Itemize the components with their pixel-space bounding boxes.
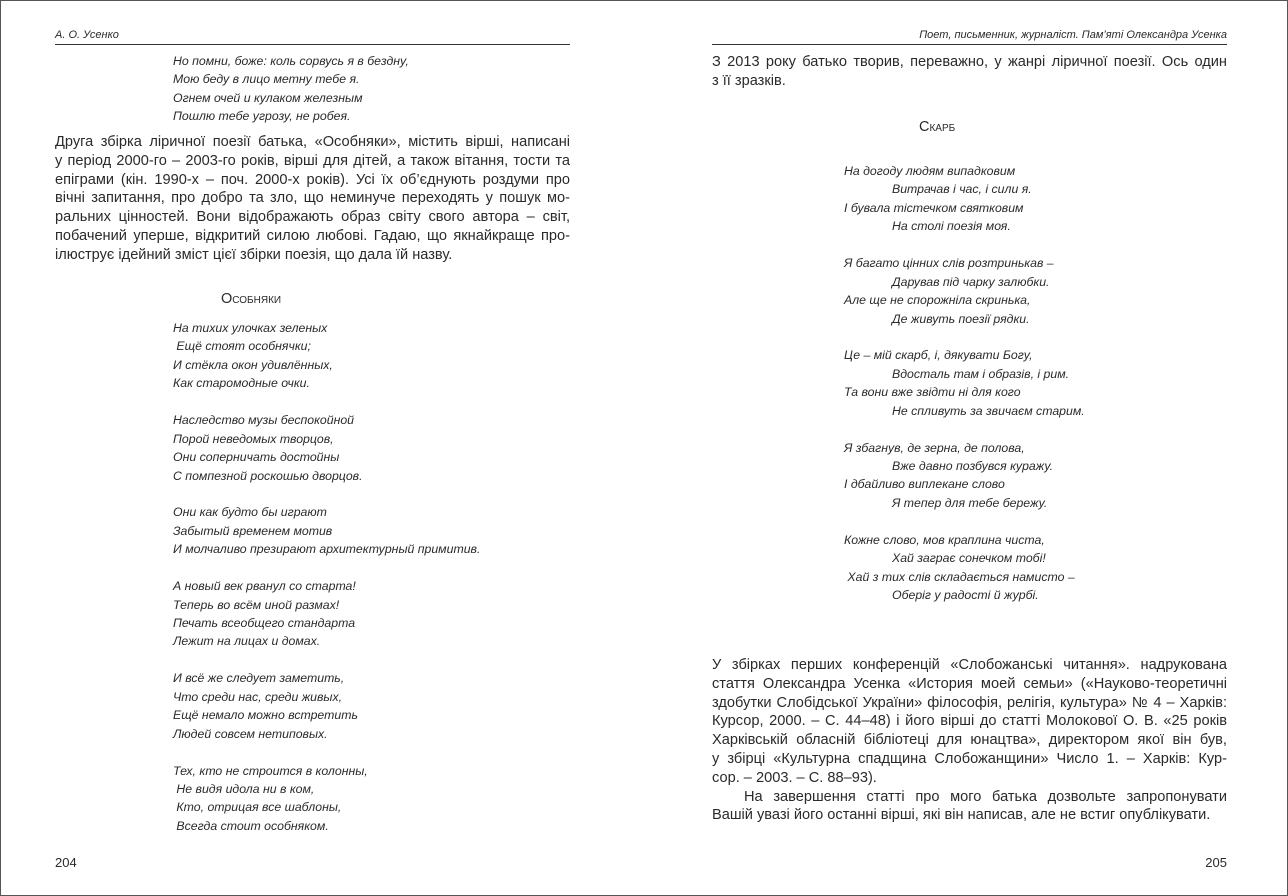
text-line: Лежит на лицах и домах.: [173, 634, 321, 649]
text-line: На столі поезія моя.: [892, 219, 1011, 234]
text-line: Они соперничать достойны: [173, 450, 340, 465]
text-line: сор. – 2003. – С. 88–93).: [712, 769, 877, 786]
text-line: Что среди нас, среди живых,: [173, 689, 343, 704]
text-line: епіграми (кін. 1990-х – поч. 2000-х років). Усі їх об’єднують роздуми про: [55, 171, 570, 188]
text-line: Вдосталь там і образів, і рим.: [892, 366, 1070, 381]
text-line: И стёкла окон удивлённых,: [173, 357, 333, 372]
text-line: у період 2000-го – 2003-го років, вірші для дітей, а також вітання, тости та: [55, 152, 570, 169]
left-page: [55, 0, 570, 896]
text-line: І дбайливо виплекане слово: [844, 477, 1005, 492]
text-line: Но помни, боже: коль сорвусь я в бездну,: [173, 54, 409, 68]
paragraph: [712, 788, 1227, 826]
text-line: у збірці «Культурна спадщина Слобожанщини» Число 1. – Харків: Кур-: [712, 750, 1227, 767]
text-line: Теперь во всём иной размах!: [173, 597, 340, 612]
text-line: С помпезной роскошью дворцов.: [173, 468, 363, 483]
text-line: Харківській обласній бібліотеці для юнацтва», директором якої він був,: [712, 732, 1227, 749]
stanza: [844, 254, 1085, 328]
stanza: [173, 762, 480, 836]
text-line: І бувала тістечком святковим: [844, 200, 1024, 215]
text-line: Наследство музы беспокойной: [173, 413, 355, 428]
intro-poem: [173, 52, 409, 126]
stanza: [844, 531, 1085, 605]
text-line: Порой неведомых творцов,: [173, 431, 334, 446]
intro-paragraph: [712, 53, 1227, 91]
text-line: Ещё немало можно встретить: [173, 708, 358, 723]
text-line: Дарував під чарку залюбки.: [892, 274, 1050, 289]
text-line: Оберіг у радості й журбі.: [892, 588, 1039, 603]
stanza: [844, 346, 1085, 420]
text-line: Людей совсем нетиповых.: [173, 726, 328, 741]
text-line: Хай з тих слів складається намисто –: [844, 569, 1075, 584]
paragraph: [55, 133, 570, 265]
text-line: И молчаливо презирают архитектурный примитив.: [173, 542, 481, 557]
poem-title: Скарб: [919, 119, 956, 135]
text-line: Вашій увазі його останні вірші, які він написав, але не встиг опублікувати.: [712, 807, 1211, 824]
text-line: На завершення статті про мого батька дозвольте запропонувати: [744, 788, 1227, 805]
text-line: Как старомодные очки.: [173, 376, 310, 391]
text-line: Мою беду в лицо метну тебе я.: [173, 72, 360, 87]
text-line: Я збагнув, де зерна, де полова,: [844, 440, 1025, 455]
text-line: Я багато цінних слів розтринькав –: [844, 256, 1054, 271]
text-line: Хай заграє сонечком тобі!: [892, 551, 1046, 566]
text-line: з її зразків.: [712, 72, 786, 89]
text-line: Забытый временем мотив: [173, 523, 333, 538]
stanza: [844, 162, 1085, 236]
text-line: Ещё стоят особнячки;: [173, 339, 311, 354]
text-line: Они как будто бы играют: [173, 505, 327, 520]
text-line: Витрачав і час, і сили я.: [892, 182, 1032, 197]
text-line: Огнем очей и кулаком железным: [173, 90, 363, 105]
text-line: Пошлю тебе угрозу, не робея.: [173, 109, 351, 124]
poem-skarb: [844, 162, 1085, 623]
text-line: З 2013 року батько творив, переважно, у жанрі ліричної поезії. Ось один: [712, 54, 1227, 70]
text-line: Курсор, 2000. – С. 44–48) і його вірші до статті Молокової О. В. «25 років: [712, 713, 1227, 730]
running-head: А. О. Усенко: [55, 29, 570, 45]
stanza: [173, 577, 480, 651]
text-line: Але ще не спорожніла скринька,: [844, 293, 1031, 308]
text-line: Та вони вже звідти ні для кого: [844, 385, 1021, 400]
text-line: А новый век рванул со старта!: [173, 579, 356, 594]
paragraph: [712, 656, 1227, 788]
text-line: Печать всеобщего стандарта: [173, 616, 356, 630]
text-line: стаття Олександра Усенка «История моей семьи» («Науково-теоретичні: [712, 675, 1227, 692]
text-line: Кто, отрицая все шаблоны,: [173, 800, 342, 815]
text-line: Всегда стоит особняком.: [173, 818, 329, 833]
poem-osobnyaki: [173, 319, 480, 854]
text-line: Тех, кто не строится в колонны,: [173, 763, 368, 778]
stanza: [173, 319, 480, 393]
right-page: [712, 0, 1227, 896]
text-line: здобутки Слобідської України» філософія, релігія, культура» № 4 – Харків:: [712, 694, 1227, 711]
text-line: ілюструє ідейний зміст цієї збірки поезія, що дала їй назву.: [55, 246, 453, 263]
stanza: [844, 439, 1085, 513]
text-line: И всё же следует заметить,: [173, 671, 345, 686]
text-line: Це – мій скарб, і, дякувати Богу,: [844, 348, 1033, 363]
text-line: Не видя идола ни в ком,: [173, 781, 315, 796]
text-line: На догоду людям випадковим: [844, 164, 1016, 178]
poem-title: Особняки: [221, 291, 282, 307]
running-head: Поет, письменник, журналіст. Пам’яті Олександра Усенка: [712, 29, 1227, 45]
text-line: Не спливуть за звичаєм старим.: [892, 403, 1085, 418]
text-line: Де живуть поезії рядки.: [892, 311, 1030, 326]
stanza: [173, 411, 480, 485]
page-number: 204: [55, 855, 77, 870]
text-line: На тихих улочках зеленых: [173, 321, 328, 335]
text-line: Вже давно позбувся куражу.: [892, 459, 1054, 473]
text-line: Кожне слово, мов краплина чиста,: [844, 532, 1045, 547]
text-line: вічні запитання, про добро та зло, що неминуче переходять у пошук мо-: [55, 190, 570, 207]
stanza: [173, 503, 480, 558]
page-number: 205: [1205, 855, 1227, 870]
text-line: У збірках перших конференцій «Слобожанські читання». надрукована: [712, 657, 1227, 673]
text-line: Друга збірка ліричної поезії батька, «Особняки», містить вірші, написані: [55, 134, 570, 150]
text-line: ральних цінностей. Вони відображають образ світу свого автора – світ,: [55, 209, 570, 226]
text-line: Я тепер для тебе бережу.: [892, 495, 1048, 510]
text-line: побачений уперше, відкритий силою любові. Гадаю, що якнайкраще про-: [55, 227, 570, 244]
stanza: [173, 669, 480, 743]
